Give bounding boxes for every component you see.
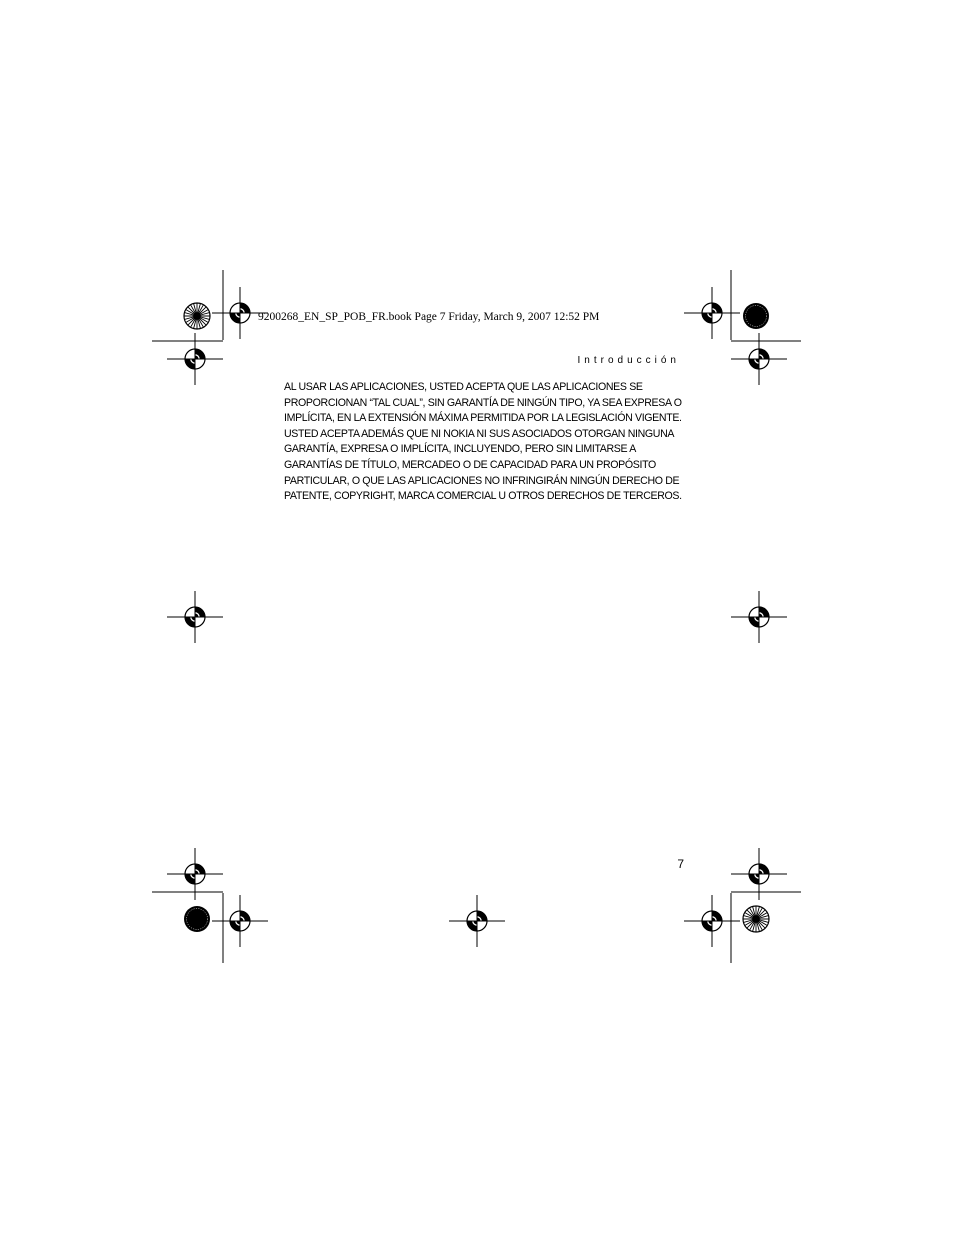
- starburst-calibration-icon: [184, 303, 210, 329]
- book-file-header: 9200268_EN_SP_POB_FR.book Page 7 Friday, March 9, 2007 12:52 PM: [258, 311, 600, 323]
- paragraph-line: AL USAR LAS APLICACIONES, USTED ACEPTA QUE LAS APLICACIONES SE: [284, 381, 643, 393]
- registration-crosshair-icon: [684, 895, 740, 947]
- disclaimer-paragraph: [284, 380, 688, 505]
- starburst-calibration-icon: [743, 906, 769, 932]
- paragraph-line: IMPLÍCITA, EN LA EXTENSIÓN MÁXIMA PERMITIDA POR LA LEGISLACIÓN VIGENTE.: [284, 412, 682, 425]
- paragraph-line: GARANTÍA, EXPRESA O IMPLÍCITA, INCLUYENDO, PERO SIN LIMITARSE A: [284, 443, 636, 456]
- paragraph-line: PROPORCIONAN “TAL CUAL”, SIN GARANTÍA DE NINGÚN TIPO, YA SEA EXPRESA O: [284, 396, 682, 409]
- running-head-section-title: Introducción: [577, 355, 680, 366]
- page-number: 7: [677, 857, 684, 871]
- paragraph-line: USTED ACEPTA ADEMÁS QUE NI NOKIA NI SUS ASOCIADOS OTORGAN NINGUNA: [284, 427, 675, 440]
- solid-disc-calibration-icon: [743, 303, 769, 329]
- registration-crosshair-icon: [731, 591, 787, 643]
- registration-crosshair-icon: [167, 591, 223, 643]
- paragraph-line: PATENTE, COPYRIGHT, MARCA COMERCIAL U OTROS DERECHOS DE TERCEROS.: [284, 490, 682, 503]
- registration-crosshair-icon: [212, 895, 268, 947]
- paragraph-line: PARTICULAR, O QUE LAS APLICACIONES NO INFRINGIRÁN NINGÚN DERECHO DE: [284, 474, 680, 487]
- solid-disc-calibration-icon: [184, 906, 210, 932]
- registration-crosshair-icon: [684, 287, 740, 339]
- trim-lines: [152, 270, 801, 963]
- registration-crosshair-icon: [449, 895, 505, 947]
- paragraph-line: GARANTÍAS DE TÍTULO, MERCADEO O DE CAPACIDAD PARA UN PROPÓSITO: [284, 458, 656, 471]
